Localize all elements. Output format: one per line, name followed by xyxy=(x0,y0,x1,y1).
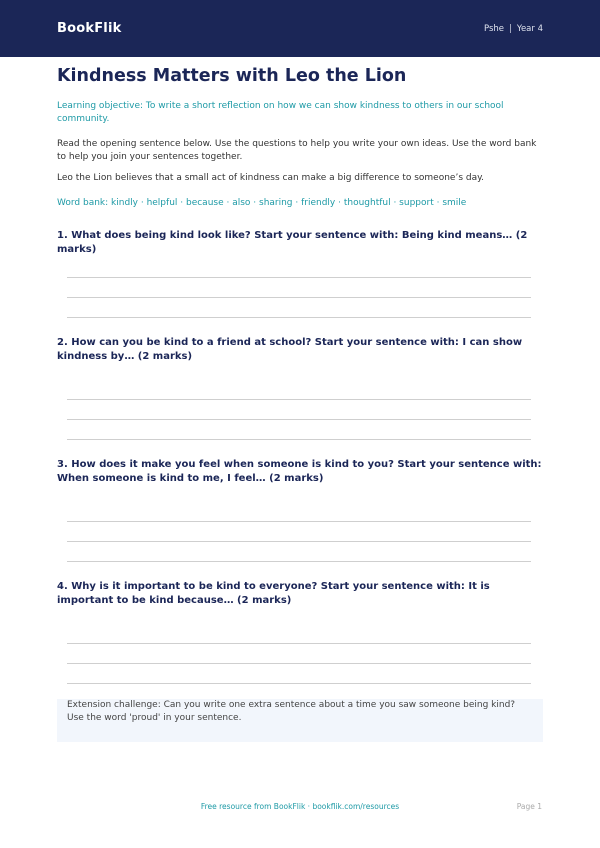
answer-line[interactable] xyxy=(67,419,531,420)
word-bank: Word bank: kindly · helpful · because · also · sharing · friendly · thoughtful · support · smile xyxy=(57,198,467,208)
page-title: Kindness Matters with Leo the Lion xyxy=(57,66,407,86)
answer-line[interactable] xyxy=(67,317,531,318)
answer-line[interactable] xyxy=(67,439,531,440)
answer-line[interactable] xyxy=(67,521,531,522)
answer-line[interactable] xyxy=(67,561,531,562)
question-2: 2. How can you be kind to a friend at school? Start your sentence with: I can show kindness by… (2 marks) xyxy=(57,337,523,362)
question-1: 1. What does being kind look like? Start your sentence with: Being kind means… (2 marks) xyxy=(57,230,528,255)
year-label: Year 4 xyxy=(516,23,543,34)
footer-link[interactable]: Free resource from BookFlik · bookflik.com/resources xyxy=(200,802,400,811)
answer-line[interactable] xyxy=(67,297,531,298)
answer-line[interactable] xyxy=(67,643,531,644)
brand-logo-text: BookFlik xyxy=(57,21,122,36)
subject-year-label xyxy=(484,24,543,34)
instructions: Read the opening sentence below. Use the questions to help you write your own ideas. Use the word bank to help you join your sentences together. xyxy=(57,139,537,162)
opening-sentence: Leo the Lion believes that a small act of kindness can make a big difference to someone’s day. xyxy=(57,173,485,183)
extension-challenge xyxy=(57,699,543,742)
extension-text: Extension challenge: Can you write one extra sentence about a time you saw someone being kind? Use the word 'proud' in your sentence. xyxy=(67,700,516,723)
page-number: Page 1 xyxy=(516,802,542,811)
learning-objective: Learning objective: To write a short reflection on how we can show kindness to others in our school community. xyxy=(57,101,504,124)
answer-line[interactable] xyxy=(67,683,531,684)
separator: | xyxy=(509,23,512,34)
answer-line[interactable] xyxy=(67,399,531,400)
page-header xyxy=(0,0,600,57)
question-3: 3. How does it make you feel when someone is kind to you? Start your sentence with: When someone is kind to me, I feel… (2 marks) xyxy=(57,459,542,484)
answer-line[interactable] xyxy=(67,541,531,542)
question-4: 4. Why is it important to be kind to everyone? Start your sentence with: It is important to be kind because… (2 marks) xyxy=(57,581,490,606)
answer-line[interactable] xyxy=(67,277,531,278)
subject-label: Pshe xyxy=(483,23,505,34)
answer-line[interactable] xyxy=(67,663,531,664)
